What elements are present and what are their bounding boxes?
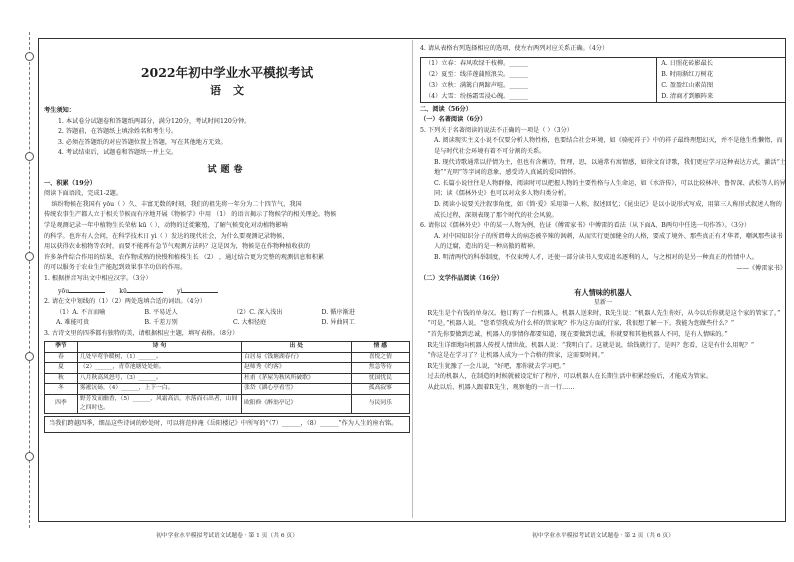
option: B. 平易近人 [144, 308, 178, 316]
exam-subject: 语文 [210, 84, 256, 97]
table-row [45, 363, 410, 373]
passage-line: 传统农事生产都人立于相关节候而有序地开展《物候学》中用 （1） 的语言揭示了物候学的相关理论。物候 [44, 211, 337, 219]
option: D. 异曲同工 [321, 319, 355, 327]
pinyin-row [44, 285, 410, 298]
pinyin-text: kū [119, 287, 127, 295]
notice-item: 3. 必须在答题纸的对应答题位置上答题，写在其他地方无效。 [58, 138, 227, 146]
table-header: 季节 [45, 342, 78, 352]
exam-title: 2022年初中学业水平模拟考试 [140, 65, 314, 80]
table-header-row [45, 342, 410, 352]
binding-hole-icon [25, 252, 34, 261]
table-cell: 冬 [45, 384, 78, 394]
binding-hole-icon [25, 52, 34, 61]
pinyin-item [119, 285, 163, 298]
page-2 [420, 44, 786, 518]
pinyin-text: yōu [58, 287, 70, 295]
option: D. 阅读小说要关注叙事角度，如《简·爱》采用第一人称，叙述回忆；《昆虫记》是以小说形式写成，用第三人称形式叙述人物的成长过程，深刻表现了那个时代的社会风貌。 [434, 200, 782, 219]
question-4: 4. 请从表格右列选择相应的选项，使左右两列对应关系正确。（4分） [420, 45, 609, 52]
table-cell: 焦急等待 [351, 363, 409, 373]
passage-line: 许多条件综合作用的结果，农作物成熟的快慢和植株生长 （2） ，通过结合更为完整的观测信息和积累 [44, 253, 325, 261]
pinyin-item [58, 285, 105, 298]
story-paragraph: 从此以后，机器人跟着R先生，观察他的一言一行…… [427, 384, 575, 392]
table-cell: 几处早莺争暖树，（1）______。 [77, 352, 241, 362]
table-cell: 秋 [45, 373, 78, 383]
match-right: A. 日照花砖影最长 [657, 57, 786, 69]
match-left: （1）立春：春风吹绿千枝柳。______ [425, 59, 528, 67]
binding-hole-icon [25, 352, 34, 361]
table-row [421, 91, 786, 103]
binding-hole-icon [25, 452, 34, 461]
question-2: 2. 请在文中划线的（1）（2）两处选填合适的词语。（4分） [44, 298, 206, 306]
table-cell: 忧国忧民 [351, 373, 409, 383]
page-footer: 初中学业水平模拟考试语文试题卷 · 第 1 页（共 6 页） [155, 533, 298, 539]
option: C. 大相径庭 [233, 319, 267, 327]
table-note: 当我们跨越四季，细品这些诗词的妙处时，可以将范仲淹《岳阳楼记》中所写的“（7）______，（8）______”作为人生的座右铭。 [44, 416, 410, 433]
story-paragraph: R先生犹豫了一会儿说，“好吧，那你就去学习吧。” [427, 362, 566, 370]
part-heading: 一、积累（19分） [44, 179, 96, 187]
table-cell: 春 [45, 352, 78, 362]
binding-line [22, 32, 38, 528]
table-row [45, 352, 410, 362]
option: C. 长篇小说往往是人物群像，阅读时可以把握人物的主要性格与人生命运，如《水浒传》，可以比较林冲、鲁智深、武松等人的异同；读《儒林外史》也可以对众多人物归类分析。 [434, 179, 786, 198]
matching-table [420, 57, 786, 103]
answer-blank[interactable] [127, 285, 163, 293]
match-right: D. 清商才到雁阵来 [657, 91, 786, 103]
table-cell: 欧阳修《醉翁亭记》 [242, 394, 352, 414]
poem-table [44, 341, 410, 414]
passage-line: 的科学。也许有人会问，在科学技术日 yì（ ）发达的现代社会，为什么要观测记录物候， [44, 232, 289, 240]
passage-line: 缤纷物候在我国有 yōu（ ）久、丰富无数的时刻，我们的祖先将一年分为二十四节气，我国 [51, 200, 302, 208]
story-paragraph: R先生详细地向机器人传授人情世故。机器人说：“我明白了。这就是说，给钱就行了，是吗？您看，这是有什么用呢？” [427, 341, 754, 349]
story-title: 有人情味的机器人 [574, 287, 632, 297]
story-paragraph: 过去的机器人，在制造的时候就被设定好了程序，可以机器人在长期生活中积累经验后，才能成为管家。 [427, 373, 713, 381]
match-right: C. 盈盈红山素苗图 [657, 80, 786, 91]
table-cell: 四季 [45, 394, 78, 414]
table-cell: 雾凇沆砀，（4）______，上下一白。 [77, 384, 241, 394]
pinyin-text: yì [176, 287, 183, 295]
match-right: B. 时雨渐红万树花 [657, 69, 786, 80]
option: B. 现代诗歌通常以抒情为主，但也有含蓄诗，哲理，思，以通常有寓情感，如徐文育诗歌，我们更应学习这种表达方式，激活“土地”“光明”等字词的意象，感受诗人真诚的爱国情怀。 [434, 158, 786, 177]
option: A. 阅读现实主义小说不仅要分析人物性格，也要结合社会环境，如《骆驼祥子》中的祥子最终理想幻灭，并不是他生性懒惰，而是与时代社会环境有着不可分割的关系。 [434, 137, 783, 155]
option: B. 明清两代的科举制度，不仅束缚人才，还使一部分读书人变成追名逐利的人，与之相对的是另一种真正的性情中人。 [434, 253, 759, 261]
column-divider [412, 40, 413, 518]
answer-blank[interactable] [69, 285, 105, 293]
sub-heading: （一）名著阅读（6分） [420, 116, 487, 124]
option: （2）C. 深入浅出 [233, 308, 283, 316]
option: A. 对中国知识分子的所谓尊大的病态被辛辣的讽刺，从而实行更加健全的人格，要成了境外、那些真正有才华者，嘲讽那些读书人的迂腐，造出的是一种高傲的精神。 [434, 232, 783, 251]
answer-blank[interactable] [182, 285, 218, 293]
question-2-options [44, 308, 410, 329]
table-header: 诗 句 [77, 342, 241, 352]
table-cell: 白居易《钱塘湖春行》 [242, 352, 352, 362]
table-cell: 与民同乐 [351, 394, 409, 414]
page-1 [44, 44, 410, 518]
quote-source: ——《傅雷家书》 [736, 264, 786, 272]
reading-intro: 阅读下面语段，完成1-2题。 [44, 190, 123, 198]
table-cell: 孤高寂寥 [351, 384, 409, 394]
table-row [45, 394, 410, 414]
table-cell: 张岱《湖心亭看雪》 [242, 384, 352, 394]
passage-line: 学是观测记录一年中植物生长荣枯 kū（ ），动物的迁徙繁殖，了解气候变化对动植物影响 [44, 221, 288, 229]
table-cell: 八月秋高风怒号，（3）______。 [77, 373, 241, 383]
table-cell: 夏 [45, 363, 78, 373]
table-row [45, 384, 410, 394]
option: A. 难能可贵 [56, 319, 90, 327]
sub-heading: （二）文学作品阅读（16分） [420, 275, 503, 283]
passage-line: 的可以服务于农业生产能起到效果事半功倍的作用。 [44, 264, 187, 272]
pinyin-item [177, 285, 218, 298]
table-row [421, 80, 786, 91]
table-row [421, 69, 786, 80]
match-left: （2）夏至：线洋莲蒲照浪尖。______ [425, 70, 528, 78]
table-cell: 喜悦之情 [351, 352, 409, 362]
story-paragraph: “你这是在学习了？让机器人成为一个合格的管家，这需要时间。” [427, 352, 604, 360]
table-header: 情 感 [351, 342, 409, 352]
page-footer: 初中学业水平模拟考试语文试题卷 · 第 2 页（共 6 页） [531, 533, 674, 539]
table-cell: 野芳发而幽香，（5）______，风霜高洁，水落而石出者，山间之四时也。 [77, 394, 241, 414]
option: D. 循序渐进 [321, 308, 355, 316]
table-row [45, 373, 410, 383]
question-5: 5. 下列关于名著阅读的说法不正确的一项是（ ）（3分） [420, 126, 573, 134]
part-heading: 二、阅读（56分） [420, 105, 472, 113]
notice-item: 4. 考试结束后，试题卷和答题纸一并上交。 [58, 149, 178, 157]
notice-title: 考生须知： [44, 107, 75, 114]
binding-hole-icon [25, 152, 34, 161]
notice-item: 2. 答题前，在答题纸上填涂姓名和考生号。 [58, 128, 178, 136]
table-cell: 赵师秀《约客》 [242, 363, 352, 373]
table-cell: 杜甫《茅屋为秋风所破歌》 [242, 373, 352, 383]
question-3: 3. 古诗文里的四季都有独特的美，请根据相应主题，填写表格。（8分） [44, 329, 239, 337]
story-paragraph: R先生是个有钱的单身汉。他订购了一台机器人，机器人送来时，R先生说：“机器人先生你好，从今以后你就是这个家的管家了。” [427, 309, 781, 317]
table-cell: （2）______，青草池塘处处蛙。 [77, 363, 241, 373]
option: B. 千差万别 [144, 319, 178, 327]
section-label: 试题卷 [207, 164, 247, 175]
story-author: 星新一 [593, 299, 613, 307]
question-1: 1. 根据拼音写出文中相应汉字。（3分） [44, 274, 152, 282]
story-paragraph: “首先你要做到忠诚，机器人的事情你都要知道，现在要做到忠诚，你就要和其他机器人不同，是有人情味的。” [427, 331, 728, 339]
story-paragraph: “可是，”机器人说，“您希望我成为什么样的管家呢？作为这方面的行家，我很想了解一下。我能为您做些什么？” [427, 320, 734, 328]
question-6: 6. 请你以《儒林外史》中的某一人物为例，佐证《傅雷家书》中傅雷的看法（从下面A、B两句中任选一句作答）。（3分） [420, 222, 751, 230]
match-left: （3）立秋：满篱白两蹄声喧。______ [425, 81, 528, 89]
match-left: （4）大雪：纷扬霜雪浸心魄。______ [425, 92, 528, 100]
option: （1）A. 不言而喻 [56, 308, 106, 316]
table-header: 出 处 [242, 342, 352, 352]
passage-line: 用以获得农业植物等农时，而要不能再有急节气观测方法吗？这是因为，物候是在作物种植收获的 [44, 243, 311, 251]
table-row [421, 57, 786, 69]
notice-item: 1. 本试卷分试题卷和答题纸两部分，满分120分，考试时间120分钟。 [58, 117, 251, 125]
